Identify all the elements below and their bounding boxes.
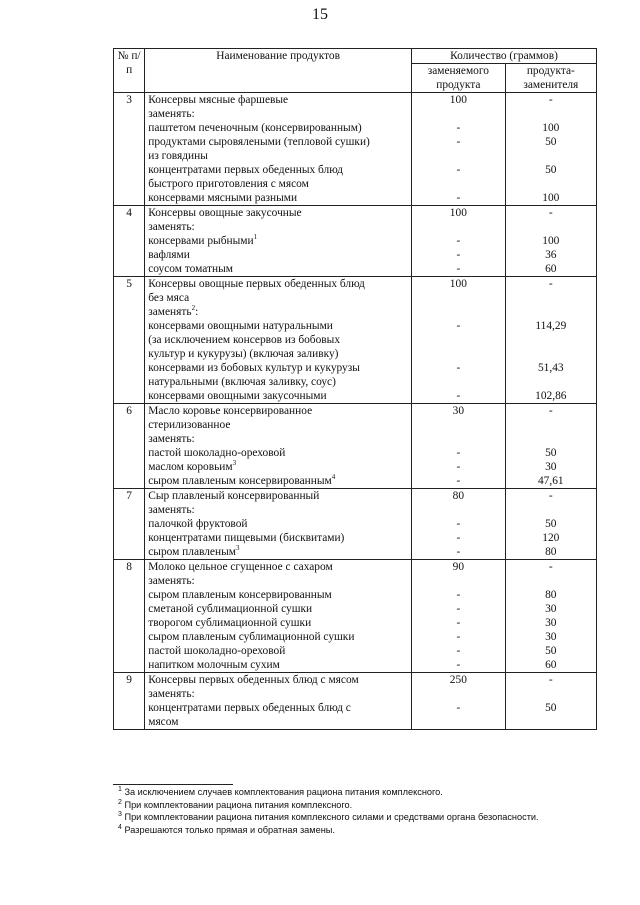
substitute-qty: 30	[545, 461, 557, 473]
product-line	[148, 474, 408, 488]
header-quantity: Количество (граммов)	[412, 49, 597, 64]
replaced-qty-cell	[412, 404, 506, 489]
substitute-qty-cell	[505, 206, 596, 277]
product-line-text: культур и кукурузы) (включая заливку)	[148, 348, 339, 360]
product-line	[148, 163, 408, 177]
product-line-text: Консервы овощные закусочные	[148, 207, 302, 219]
substitute-qty: 100	[542, 192, 560, 204]
product-line	[148, 361, 408, 375]
product-line	[148, 545, 408, 559]
replaced-qty: -	[456, 532, 461, 544]
product-line	[148, 701, 408, 715]
replaced-qty	[415, 715, 502, 729]
product-name-cell	[145, 489, 412, 560]
substitute-qty: 30	[545, 631, 557, 643]
product-name-cell	[145, 277, 412, 404]
footnote-ref: 3	[232, 459, 237, 468]
product-line	[148, 616, 408, 630]
product-line	[148, 404, 408, 418]
replaced-qty	[415, 418, 502, 432]
substitute-qty: -	[548, 490, 553, 502]
replaced-qty: -	[456, 235, 461, 247]
substitute-qty: 102,86	[535, 390, 567, 402]
footnote-ref: 3	[235, 544, 240, 553]
footnote	[118, 824, 539, 837]
product-line-text: мясом	[148, 716, 179, 728]
substitute-qty	[509, 107, 593, 121]
substitute-qty	[509, 503, 593, 517]
product-line-text: натуральными (включая заливку, соус)	[148, 376, 336, 388]
footnote-ref: 4	[331, 473, 336, 482]
replaced-qty: -	[456, 702, 461, 714]
row-number: 4	[114, 206, 145, 277]
header-substitute: продукта-заменителя	[505, 64, 596, 93]
substitute-qty: 36	[545, 249, 557, 261]
product-line	[148, 658, 408, 672]
replaced-qty	[415, 574, 502, 588]
product-line-text: концентратами первых обеденных блюд с	[148, 702, 351, 714]
replaced-qty: -	[456, 631, 461, 643]
substitute-qty: -	[548, 207, 553, 219]
replaced-qty: -	[456, 390, 461, 402]
table-row	[114, 560, 597, 673]
product-name-cell	[145, 673, 412, 730]
footnote-ref: 1	[253, 233, 258, 242]
replaced-qty	[415, 503, 502, 517]
header-name: Наименование продуктов	[145, 49, 412, 93]
footnote-text: При комплектовании рациона питания комплексного.	[124, 799, 353, 810]
product-line	[148, 574, 408, 588]
replaced-qty: -	[456, 249, 461, 261]
substitute-qty	[509, 715, 593, 729]
replaced-qty: -	[456, 136, 461, 148]
substitute-qty	[509, 149, 593, 163]
substitute-qty	[509, 220, 593, 234]
replaced-qty: 30	[452, 405, 465, 417]
product-line-text: заменять:	[148, 688, 195, 700]
product-line	[148, 446, 408, 460]
product-line-text: пастой шоколадно-ореховой	[148, 645, 286, 657]
product-line-text: сыром плавленым консервированным	[148, 589, 332, 601]
product-line	[148, 560, 408, 574]
product-line	[148, 333, 408, 347]
product-name-cell	[145, 404, 412, 489]
replaced-qty	[415, 432, 502, 446]
table-row	[114, 206, 597, 277]
product-line-text: творогом сублимационной сушки	[148, 617, 312, 629]
substitute-qty: 100	[542, 235, 560, 247]
footnote-mark: 1	[118, 785, 122, 793]
footnote-mark: 2	[118, 798, 122, 806]
replaced-qty	[415, 333, 502, 347]
replaced-qty: -	[456, 475, 461, 487]
table-header-row	[114, 49, 597, 64]
replaced-qty-cell	[412, 206, 506, 277]
row-number: 8	[114, 560, 145, 673]
product-line-text: вафлями	[148, 249, 190, 261]
footnote	[118, 799, 539, 812]
product-line-text: консервами овощными закусочными	[148, 390, 327, 402]
substitute-qty-cell	[505, 277, 596, 404]
product-line	[148, 602, 408, 616]
product-line	[148, 262, 408, 276]
product-line-text: заменять	[148, 306, 192, 318]
product-line-text: быстрого приготовления с мясом	[148, 178, 309, 190]
replaced-qty: -	[456, 192, 461, 204]
product-line-text: стерилизованное	[148, 419, 231, 431]
product-line	[148, 715, 408, 729]
product-line-text: сыром плавленым	[148, 546, 236, 558]
product-line-text: консервами рыбными	[148, 235, 254, 247]
product-line-text: Масло коровье консервированное	[148, 405, 313, 417]
product-line	[148, 305, 408, 319]
product-line-text: маслом коровьим	[148, 461, 233, 473]
product-line	[148, 375, 408, 389]
row-number: 3	[114, 93, 145, 206]
table-row	[114, 93, 597, 206]
replaced-qty: 100	[449, 207, 467, 219]
product-line	[148, 687, 408, 701]
product-line	[148, 460, 408, 474]
product-line	[148, 389, 408, 403]
product-line	[148, 291, 408, 305]
product-line	[148, 531, 408, 545]
table-row	[114, 673, 597, 730]
product-line	[148, 588, 408, 602]
product-line-text: Сыр плавленый консервированный	[148, 490, 320, 502]
substitute-qty: 80	[545, 589, 557, 601]
substitute-qty	[509, 375, 593, 389]
product-line	[148, 248, 408, 262]
product-line-text: консервами овощными натуральными	[148, 320, 333, 332]
replaced-qty-cell	[412, 93, 506, 206]
substitute-qty: 51,43	[537, 362, 564, 374]
product-line	[148, 220, 408, 234]
replaced-qty: -	[456, 320, 461, 332]
product-line	[148, 121, 408, 135]
replaced-qty: -	[456, 617, 461, 629]
product-line	[148, 107, 408, 121]
table-row	[114, 404, 597, 489]
substitute-qty: 30	[545, 617, 557, 629]
product-line-text: заменять:	[148, 575, 195, 587]
substitute-qty-cell	[505, 673, 596, 730]
replaced-qty: -	[456, 122, 461, 134]
replaced-qty: -	[456, 447, 461, 459]
replaced-qty: -	[456, 546, 461, 558]
substitute-qty: 114,29	[535, 320, 567, 332]
product-line	[148, 319, 408, 333]
replaced-qty-cell	[412, 489, 506, 560]
substitute-qty	[509, 687, 593, 701]
substitute-qty: 50	[545, 164, 557, 176]
table-row	[114, 489, 597, 560]
footnote	[118, 786, 539, 799]
product-line	[148, 630, 408, 644]
row-number: 6	[114, 404, 145, 489]
product-line	[148, 503, 408, 517]
row-number: 5	[114, 277, 145, 404]
replaced-qty-cell	[412, 277, 506, 404]
product-line-text: сыром плавленым сублимационной сушки	[148, 631, 355, 643]
substitute-qty: 120	[542, 532, 560, 544]
replaced-qty	[415, 149, 502, 163]
substitution-table	[113, 48, 597, 730]
footnote	[118, 811, 539, 824]
product-line	[148, 149, 408, 163]
replaced-qty: -	[456, 461, 461, 473]
footnotes	[118, 786, 539, 836]
replaced-qty: 80	[452, 490, 465, 502]
substitute-qty: 50	[545, 447, 557, 459]
replaced-qty: 100	[449, 278, 467, 290]
product-line-text: напитком молочным сухим	[148, 659, 280, 671]
substitute-qty: 50	[545, 136, 557, 148]
product-line-text: заменять:	[148, 221, 195, 233]
table-row	[114, 277, 597, 404]
substitute-qty	[509, 574, 593, 588]
product-line-text: концентратами пищевыми (бисквитами)	[148, 532, 345, 544]
footnote-text: Разрешаются только прямая и обратная замены.	[124, 824, 335, 835]
product-line-text: из говядины	[148, 150, 208, 162]
product-line	[148, 347, 408, 361]
substitute-qty: 60	[545, 659, 557, 671]
substitute-qty-cell	[505, 93, 596, 206]
footnote-ref: 2	[191, 304, 196, 313]
substitute-qty: -	[548, 405, 553, 417]
product-line-text: консервами из бобовых культур и кукурузы	[148, 362, 360, 374]
substitute-qty: 47,61	[537, 475, 564, 487]
product-line	[148, 191, 408, 205]
product-line	[148, 93, 408, 107]
substitute-qty	[509, 333, 593, 347]
substitute-qty: 60	[545, 263, 557, 275]
product-line	[148, 234, 408, 248]
product-line-text: сыром плавленым консервированным	[148, 475, 332, 487]
product-line-text: Консервы овощные первых обеденных блюд	[148, 278, 365, 290]
product-line	[148, 489, 408, 503]
substitute-qty: 30	[545, 603, 557, 615]
substitute-qty	[509, 418, 593, 432]
product-line-text: Консервы первых обеденных блюд с мясом	[148, 674, 359, 686]
substitute-qty: 50	[545, 645, 557, 657]
substitute-qty: 100	[542, 122, 560, 134]
replaced-qty: 250	[449, 674, 467, 686]
product-line	[148, 135, 408, 149]
product-line-text: заменять:	[148, 433, 195, 445]
product-line-text: заменять:	[148, 504, 195, 516]
replaced-qty: -	[456, 362, 461, 374]
replaced-qty: -	[456, 589, 461, 601]
footnote-mark: 3	[118, 811, 122, 819]
product-line	[148, 644, 408, 658]
footnote-text: При комплектовании рациона питания комплексного силами и средствами органа безопасности.	[124, 812, 539, 823]
replaced-qty	[415, 291, 502, 305]
replaced-qty	[415, 305, 502, 319]
substitute-qty-cell	[505, 560, 596, 673]
replaced-qty	[415, 347, 502, 361]
row-number: 9	[114, 673, 145, 730]
substitute-qty: 50	[545, 518, 557, 530]
table-body	[114, 93, 597, 730]
product-line	[148, 673, 408, 687]
replaced-qty-cell	[412, 673, 506, 730]
product-line-text: консервами мясными разными	[148, 192, 298, 204]
replaced-qty: -	[456, 263, 461, 275]
product-line-text: пастой шоколадно-ореховой	[148, 447, 286, 459]
row-number: 7	[114, 489, 145, 560]
product-line-text: (за исключением консервов из бобовых	[148, 334, 341, 346]
replaced-qty	[415, 177, 502, 191]
substitute-qty	[509, 291, 593, 305]
replaced-qty	[415, 107, 502, 121]
product-line-text: соусом томатным	[148, 263, 233, 275]
page-number: 15	[312, 6, 328, 23]
product-line	[148, 418, 408, 432]
replaced-qty: -	[456, 603, 461, 615]
product-line-text: Консервы мясные фаршевые	[148, 94, 289, 106]
product-name-cell	[145, 93, 412, 206]
product-line-text: паштетом печеночным (консервированным)	[148, 122, 362, 134]
product-line-text: концентратами первых обеденных блюд	[148, 164, 343, 176]
product-line-text: заменять:	[148, 108, 195, 120]
replaced-qty-cell	[412, 560, 506, 673]
replaced-qty: -	[456, 164, 461, 176]
product-line	[148, 177, 408, 191]
product-line-text: Молоко цельное сгущенное с сахаром	[148, 561, 333, 573]
substitute-qty	[509, 347, 593, 361]
product-line-text: сметаной сублимационной сушки	[148, 603, 313, 615]
footnote-divider	[113, 784, 233, 785]
substitute-qty	[509, 432, 593, 446]
substitute-qty	[509, 305, 593, 319]
replaced-qty	[415, 687, 502, 701]
substitute-qty: -	[548, 278, 553, 290]
product-name-cell	[145, 560, 412, 673]
substitute-qty: -	[548, 94, 553, 106]
product-line	[148, 277, 408, 291]
product-line	[148, 206, 408, 220]
product-name-cell	[145, 206, 412, 277]
footnote-text: За исключением случаев комплектования рациона питания комплексного.	[124, 787, 443, 797]
product-line-text: палочкой фруктовой	[148, 518, 248, 530]
substitute-qty-cell	[505, 404, 596, 489]
header-replaced: заменяемого продукта	[412, 64, 506, 93]
substitute-qty: 80	[545, 546, 557, 558]
replaced-qty: -	[456, 659, 461, 671]
header-num: № п/п	[114, 49, 145, 93]
product-line-text: продуктами сыровялеными (тепловой сушки)	[148, 136, 370, 148]
replaced-qty	[415, 375, 502, 389]
substitute-qty-cell	[505, 489, 596, 560]
product-line	[148, 517, 408, 531]
product-line-suffix: :	[195, 306, 199, 318]
product-line	[148, 432, 408, 446]
replaced-qty	[415, 220, 502, 234]
replaced-qty: 100	[449, 94, 467, 106]
replaced-qty: -	[456, 518, 461, 530]
substitute-qty: 50	[545, 702, 557, 714]
replaced-qty: -	[456, 645, 461, 657]
product-line-text: без мяса	[148, 292, 190, 304]
footnote-mark: 4	[118, 823, 122, 831]
substitute-qty: -	[548, 674, 553, 686]
substitute-qty: -	[548, 561, 553, 573]
substitute-qty	[509, 177, 593, 191]
replaced-qty: 90	[452, 561, 465, 573]
